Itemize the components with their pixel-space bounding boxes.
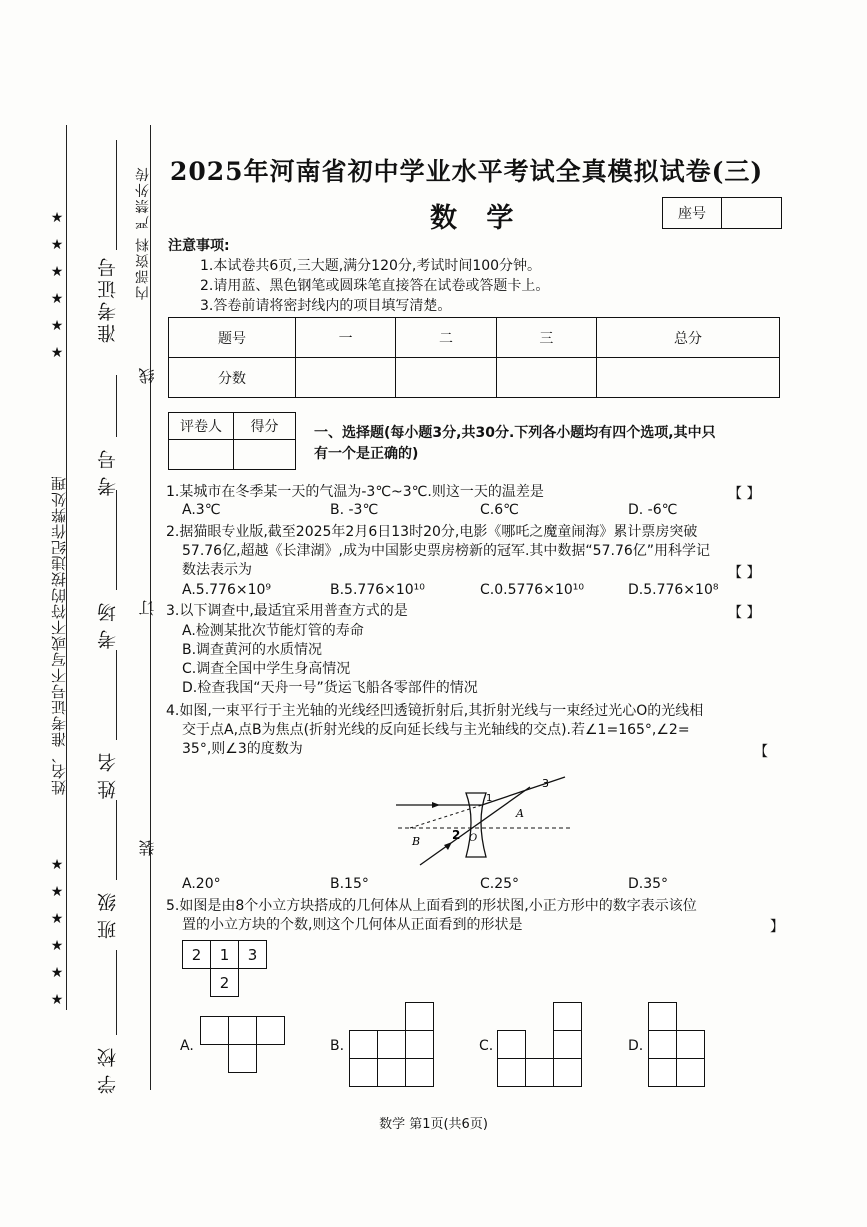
star-column-top [47, 205, 67, 367]
q3-answer-bracket[interactable]: 【 】 [728, 605, 761, 621]
top-view-cell: 2 [182, 940, 211, 969]
q5-line: 5.如图是由8个小立方块搭成的几何体从上面看到的形状图,小正方形中的数字表示该位 [166, 898, 697, 914]
q5-option-d-label[interactable]: D. [628, 1038, 644, 1054]
top-view-cell: 1 [210, 940, 239, 969]
star-icon: ★ [50, 264, 64, 280]
section-heading [314, 423, 716, 465]
square [228, 1044, 257, 1073]
star-icon: ★ [50, 992, 64, 1008]
q3-option-b[interactable]: B.调查黄河的水质情况 [182, 642, 323, 658]
score-header: 三 [496, 318, 596, 358]
star-icon: ★ [50, 318, 64, 334]
arrow-icon [432, 802, 440, 808]
seat-number-field[interactable] [722, 198, 781, 228]
q4-line: 交于点A,点B为焦点(折射光线的反向延长线与主光轴线的交点).若∠1=165°,∠2= [182, 722, 690, 738]
top-view-cell: 2 [210, 968, 239, 997]
secret-label: 内部资料 严禁外传 [135, 165, 151, 300]
square [377, 1058, 406, 1087]
q1-answer-bracket[interactable]: 【 】 [728, 486, 761, 502]
q4-stem [166, 702, 703, 759]
q2-line: 数法表示为 [182, 562, 252, 578]
lens-diagram [390, 765, 580, 870]
q2-line: 2.据猫眼专业版,截至2025年2月6日13时20分,电影《哪吒之魔童闹海》累计票房突破 [166, 524, 698, 540]
square [525, 1058, 554, 1087]
underline [116, 490, 117, 590]
field-name[interactable]: 姓名 [97, 745, 119, 799]
notes [168, 236, 549, 316]
q2-stem [166, 523, 710, 580]
grader-cell[interactable] [234, 440, 296, 470]
q1-option-c[interactable]: C.6℃ [480, 502, 519, 518]
square [377, 1030, 406, 1059]
underline [116, 950, 117, 1035]
q2-option-a[interactable]: A.5.776×10⁹ [182, 582, 272, 598]
grader-header: 得分 [234, 413, 296, 440]
point-a-label: A [516, 807, 524, 820]
square [648, 1058, 677, 1087]
square [405, 1030, 434, 1059]
square [676, 1030, 705, 1059]
seat-label: 座号 [663, 198, 722, 228]
q2-option-c[interactable]: C.0.5776×10¹⁰ [480, 582, 584, 598]
square [405, 1002, 434, 1031]
score-header: 题号 [169, 318, 296, 358]
square [497, 1058, 526, 1087]
arrow-icon [444, 842, 452, 850]
star-icon: ★ [50, 237, 64, 253]
q3-option-a[interactable]: A.检测某批次节能灯管的寿命 [182, 623, 364, 639]
square [497, 1030, 526, 1059]
score-cell[interactable] [496, 358, 596, 398]
q5-line: 置的小立方块的个数,则这个几何体从正面看到的形状是 [182, 917, 523, 933]
score-cell[interactable] [596, 358, 779, 398]
field-exam-id[interactable]: 准考证号 [97, 255, 119, 343]
angle-2-label: 2 [452, 828, 461, 842]
q3-stem: 3.以下调查中,最适宜采用普查方式的是 [166, 603, 408, 619]
underline [116, 650, 117, 740]
q5-option-b-label[interactable]: B. [330, 1038, 345, 1054]
note-item: 2.请用蓝、黑色钢笔或圆珠笔直接答在试卷或答题卡上。 [200, 278, 550, 294]
underline [116, 140, 117, 250]
seal-mark-line: 线 [138, 368, 157, 384]
star-icon: ★ [50, 965, 64, 981]
square [676, 1058, 705, 1087]
q4-option-d[interactable]: D.35° [628, 876, 669, 892]
q1-option-d[interactable]: D. -6℃ [628, 502, 678, 518]
subject-title: 数 学 [430, 203, 524, 234]
q5-option-d-figure[interactable] [648, 1002, 706, 1088]
score-cell[interactable] [396, 358, 496, 398]
q5-stem [166, 897, 697, 935]
q2-line: 57.76亿,超越《长津湖》,成为中国影史票房榜新的冠军.其中数据“57.76亿”用科学记 [182, 543, 711, 559]
point-b-label: B [412, 835, 421, 848]
seal-mark-bind: 装 [138, 840, 157, 856]
q5-option-a-label[interactable]: A. [180, 1038, 194, 1054]
exam-title: 2025年河南省初中学业水平考试全真模拟试卷(三) [170, 157, 764, 186]
underline [116, 800, 117, 880]
score-table [168, 317, 780, 398]
star-icon: ★ [50, 210, 64, 226]
q3-option-d[interactable]: D.检查我国“天舟一号”货运飞船各零部件的情况 [182, 680, 478, 696]
q1-option-a[interactable]: A.3℃ [182, 502, 221, 518]
grader-header: 评卷人 [169, 413, 234, 440]
star-icon: ★ [50, 345, 64, 361]
q1-stem: 1.某城市在冬季某一天的气温为-3℃~3℃.则这一天的温差是 [166, 484, 544, 500]
ray-through-center [420, 787, 530, 865]
square [228, 1016, 257, 1045]
square [553, 1058, 582, 1087]
q5-option-b-figure[interactable] [349, 1002, 435, 1088]
field-school[interactable]: 学校 [97, 1040, 119, 1094]
score-header: 一 [296, 318, 396, 358]
square [648, 1030, 677, 1059]
q5-answer-bracket[interactable]: 】 [770, 919, 784, 935]
q2-option-d[interactable]: D.5.776×10⁸ [628, 582, 719, 598]
section-heading-line: 有一个是正确的) [314, 446, 419, 462]
binding-margin [0, 0, 160, 1227]
q5-option-a-figure[interactable] [200, 1016, 286, 1072]
q2-option-b[interactable]: B.5.776×10¹⁰ [330, 582, 425, 598]
binding-line [66, 125, 67, 1010]
square [349, 1058, 378, 1087]
star-column-bottom [47, 852, 67, 1014]
note-item: 1.本试卷共6页,三大题,满分120分,考试时间100分钟。 [200, 258, 542, 274]
underline [116, 375, 117, 437]
seat-number-box [662, 197, 782, 229]
q4-option-b[interactable]: B.15° [330, 876, 369, 892]
field-exam-room[interactable]: 考场 [97, 595, 119, 649]
square [553, 1030, 582, 1059]
page-footer: 数学 第1页(共6页) [379, 1117, 488, 1132]
q5-option-c-label[interactable]: C. [479, 1038, 494, 1054]
q4-line: 4.如图,一束平行于主光轴的光线经凹透镜折射后,其折射光线与一束经过光心O的光线相 [166, 703, 704, 719]
score-row-label: 分数 [169, 358, 296, 398]
note-item: 3.答卷前请将密封线内的项目填写清楚。 [200, 298, 452, 314]
square [553, 1002, 582, 1031]
square [256, 1016, 285, 1045]
q3-option-c[interactable]: C.调查全国中学生身高情况 [182, 661, 351, 677]
point-o-label: O [469, 833, 478, 844]
square [349, 1030, 378, 1059]
square [200, 1016, 229, 1045]
square [648, 1002, 677, 1031]
q3-options [182, 622, 478, 698]
star-icon: ★ [50, 911, 64, 927]
q1-option-b[interactable]: B. -3℃ [330, 502, 379, 518]
grader-cell[interactable] [169, 440, 234, 470]
notice-text: 姓名、准考证号不写或不符的按违纪作弊处理 [50, 475, 68, 795]
star-icon: ★ [50, 938, 64, 954]
score-cell[interactable] [296, 358, 396, 398]
star-icon: ★ [50, 884, 64, 900]
star-icon: ★ [50, 857, 64, 873]
field-exam-no[interactable]: 考号 [97, 442, 119, 496]
q4-option-a[interactable]: A.20° [182, 876, 221, 892]
top-view-cell: 3 [238, 940, 267, 969]
q4-line: 35°,则∠3的度数为 [182, 741, 303, 757]
angle-1-label: 1 [486, 793, 493, 804]
score-header: 二 [396, 318, 496, 358]
notes-heading: 注意事项: [168, 238, 230, 254]
square [405, 1058, 434, 1087]
top-view-grid [182, 940, 266, 996]
q4-option-c[interactable]: C.25° [480, 876, 520, 892]
section-heading-line: 一、选择题(每小题3分,共30分.下列各小题均有四个选项,其中只 [314, 425, 716, 441]
score-header: 总分 [596, 318, 779, 358]
seal-mark-order: 订 [138, 600, 157, 616]
grader-table [168, 412, 296, 470]
angle-3-label: 3 [542, 777, 549, 790]
q4-answer-bracket[interactable]: 【 [754, 744, 768, 760]
field-class[interactable]: 班级 [97, 885, 119, 939]
q2-answer-bracket[interactable]: 【 】 [728, 565, 761, 581]
q5-option-c-figure[interactable] [497, 1002, 583, 1088]
star-icon: ★ [50, 291, 64, 307]
